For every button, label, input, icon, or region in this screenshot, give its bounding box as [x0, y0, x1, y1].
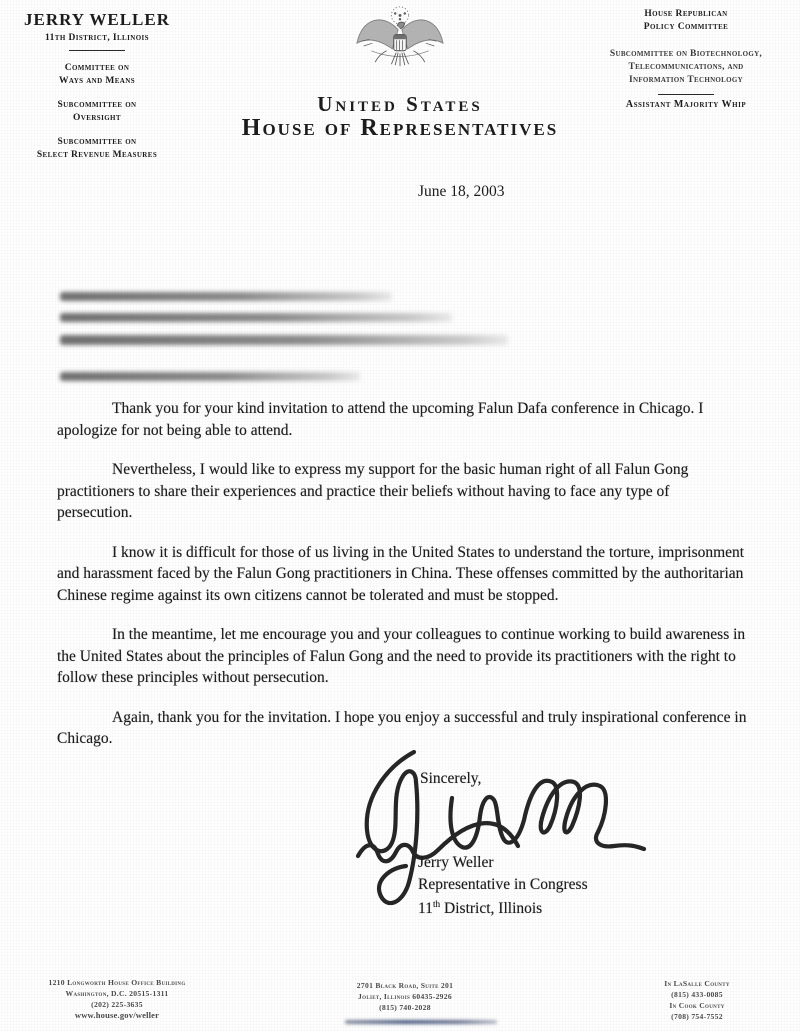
- valediction: Sincerely,: [420, 770, 482, 787]
- subcommittee-biotechnology: Subcommittee on Biotechnology, Telecommunications, and Information Technology: [609, 49, 763, 85]
- paragraph: I know it is difficult for those of us living in the United States to understand the torture, imprisonment and harassment faced by the Falun Gong practitioners in China. These offenses committed by the authoritarian Chinese regime against its own citizens cannot be tolerated and must be stopped.: [57, 543, 745, 604]
- footer-county-phones: In LaSalle County (815) 433-0085 In Cook County (708) 754-7552: [664, 979, 730, 1021]
- paragraph: Nevertheless, I would like to express my support for the basic human right of all Falun Gong practitioners to share their experiences and practice their beliefs without having to face any type of persecution.: [57, 461, 689, 521]
- committee-ways-means: Committee on Ways and Means: [58, 63, 135, 86]
- signer-district: 11th District, Illinois: [418, 900, 543, 918]
- title-united-states: United States: [317, 92, 483, 116]
- subcommittee-oversight: Subcommittee on Oversight: [57, 100, 137, 123]
- signer-name: Jerry Weller: [418, 854, 494, 871]
- majority-whip-role: Assistant Majority Whip: [625, 99, 747, 110]
- signer-block: [418, 852, 588, 920]
- policy-committee: House Republican Policy Committee: [643, 9, 729, 32]
- paragraph: Again, thank you for the invitation. I hope you enjoy a successful and truly inspirational conference in Chicago.: [57, 708, 747, 747]
- redacted-recipient-line: [60, 292, 392, 301]
- member-name: JERRY WELLER: [23, 10, 171, 29]
- website-url: www.house.gov/weller: [74, 1010, 160, 1020]
- letter-date: June 18, 2003: [418, 183, 505, 200]
- redacted-recipient-line: [60, 313, 452, 322]
- house-seal-icon: [352, 3, 448, 89]
- member-district: 11th District, Illinois: [45, 33, 149, 43]
- redacted-recipient-line: [60, 335, 508, 345]
- paragraph: In the meantime, let me encourage you and your colleagues to continue working to build awareness in the United States about the principles of Falun Gong and the need to provide its practitioners with the right to follow these principles without persecution.: [57, 626, 746, 686]
- divider: [69, 50, 125, 51]
- footer-washington-office: 1210 Longworth House Office Building Washington, D.C. 20515-1311 (202) 225-3635 www.house.gov/weller: [8, 977, 226, 1021]
- redacted-salutation-line: [60, 372, 360, 381]
- title-house-of-representatives: House of Representatives: [241, 115, 559, 141]
- signer-title: Representative in Congress: [418, 875, 588, 893]
- blurred-print-line: [345, 1020, 497, 1024]
- subcommittee-select-revenue: Subcommittee on Select Revenue Measures: [36, 137, 158, 160]
- footer-joliet-office: 2701 Black Road, Suite 201 Joliet, Illinois 60435-2926 (815) 740-2028: [356, 981, 454, 1012]
- letter-body: [57, 398, 747, 768]
- paragraph: Thank you for your kind invitation to attend the upcoming Falun Dafa conference in Chicago. I apologize for not being able to attend.: [57, 400, 704, 439]
